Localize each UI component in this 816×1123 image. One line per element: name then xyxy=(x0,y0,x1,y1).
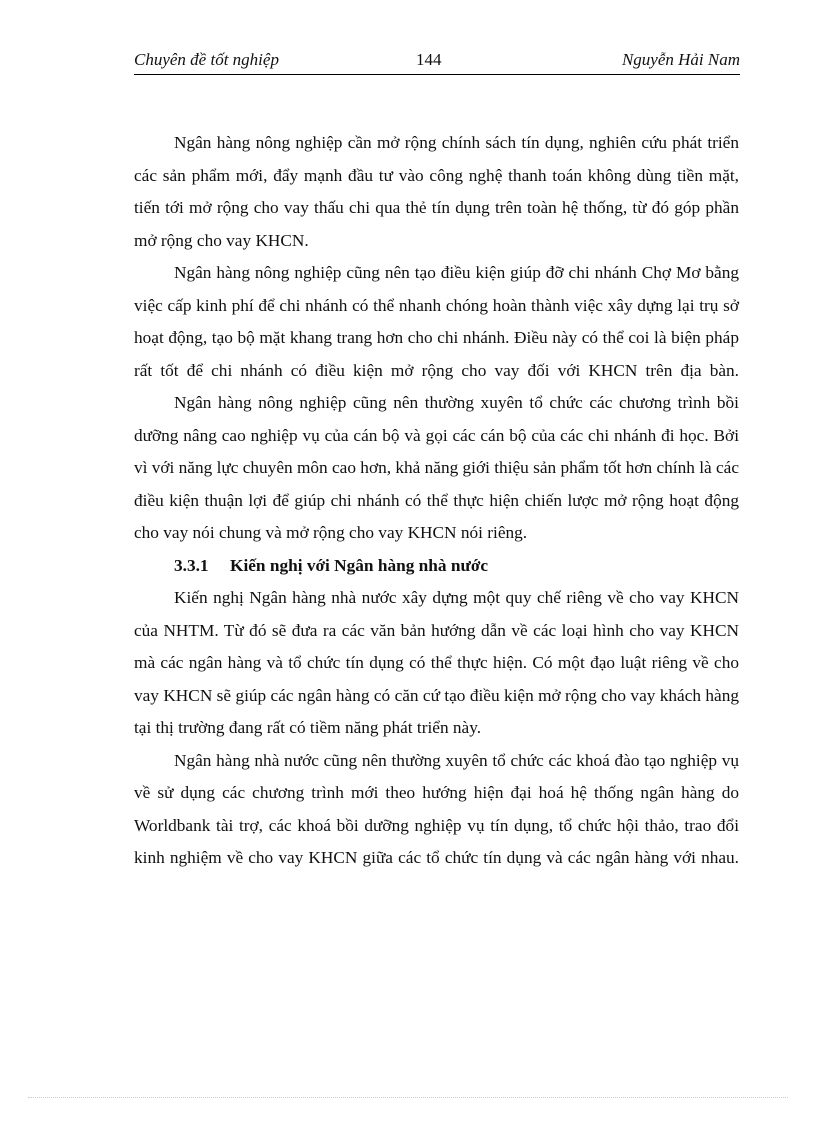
document-body xyxy=(134,127,739,875)
section-heading xyxy=(134,550,739,583)
page-header xyxy=(134,46,740,75)
header-document-type: Chuyên đề tốt nghiệp xyxy=(134,50,279,69)
section-number: 3.3.1 xyxy=(174,555,209,575)
section-title: Kiến nghị với Ngân hàng nhà nước xyxy=(230,555,489,575)
paragraph: Ngân hàng nông nghiệp cũng nên tạo điều kiện giúp đỡ chi nhánh Chợ Mơ bằng việc cấp kinh phí để chi nhánh có thể nhanh chóng hoàn thành việc xây dựng lại trụ sở hoạt động, tạo bộ mặt khang trang hơn cho chi nhánh. Điều này có thể coi là biện pháp rất tốt để chi nhánh có điều kiện mở rộng cho vay đối với KHCN trên địa bàn. xyxy=(134,263,739,380)
header-author: Nguyễn Hải Nam xyxy=(621,50,740,69)
page-bottom-divider xyxy=(28,1097,788,1098)
paragraph: Kiến nghị Ngân hàng nhà nước xây dựng một quy chế riêng về cho vay KHCN của NHTM. Từ đó sẽ đưa ra các văn bản hướng dẫn về các loại hình cho vay KHCN mà các ngân hàng và tổ chức tín dụng có thể thực hiện. Có một đạo luật riêng về cho vay KHCN sẽ giúp các ngân hàng có căn cứ tạo điều kiện mở rộng cho vay khách hàng tại thị trường đang rất có tiềm năng phát triển này. xyxy=(134,588,739,737)
page-number: 144 xyxy=(416,50,442,69)
paragraph: Ngân hàng nông nghiệp cần mở rộng chính sách tín dụng, nghiên cứu phát triển các sản phẩm mới, đẩy mạnh đầu tư vào công nghệ thanh toán không dùng tiền mặt, tiến tới mở rộng cho vay thấu chi qua thẻ tín dụng trên toàn hệ thống, từ đó góp phần mở rộng cho vay KHCN. xyxy=(134,133,739,250)
paragraph: Ngân hàng nông nghiệp cũng nên thường xuyên tổ chức các chương trình bồi dưỡng nâng cao nghiệp vụ của cán bộ và gọi các cán bộ của các chi nhánh đi học. Bởi vì với năng lực chuyên môn cao hơn, khả năng giới thiệu sản phẩm tốt hơn chính là các điều kiện thuận lợi để giúp chi nhánh có thể thực hiện chiến lược mở rộng hoạt động cho vay nói chung và mở rộng cho vay KHCN nói riêng. xyxy=(134,393,740,542)
paragraph: Ngân hàng nhà nước cũng nên thường xuyên tổ chức các khoá đào tạo nghiệp vụ về sử dụng các chương trình mới theo hướng hiện đại hoá hệ thống ngân hàng do Worldbank tài trợ, các khoá bồi dưỡng nghiệp vụ tín dụng, tổ chức hội thảo, trao đổi kinh nghiệm về cho vay KHCN giữa các tổ chức tín dụng và các ngân hàng với nhau. xyxy=(134,750,739,867)
